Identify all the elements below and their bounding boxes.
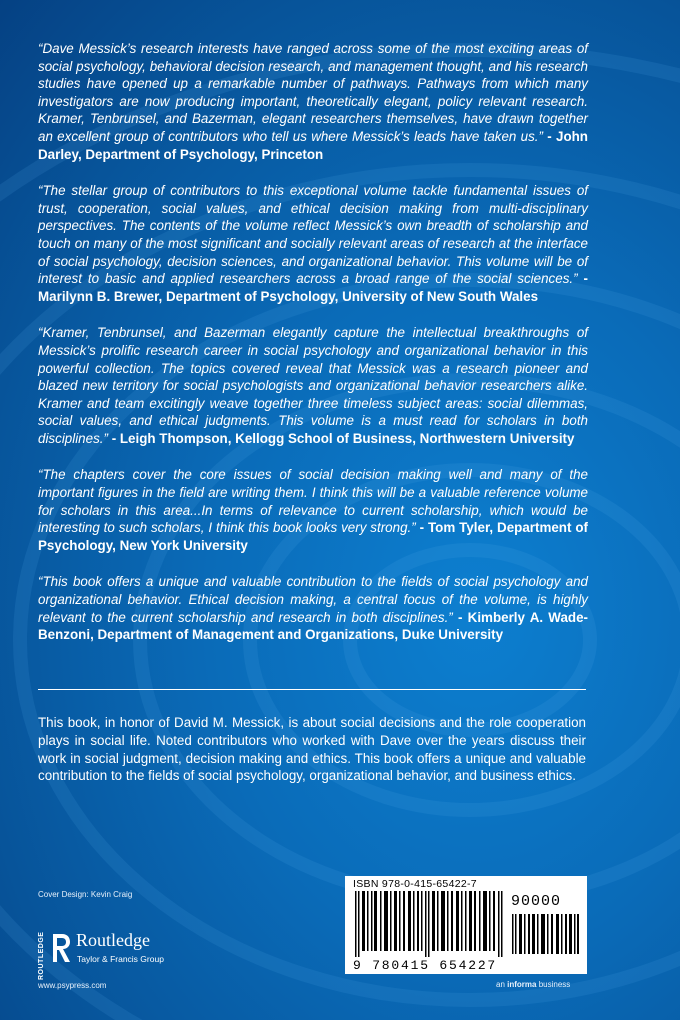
quote-brewer (38, 182, 588, 305)
quote-attribution: - John Darley, Department of Psychology, Princeton (38, 128, 588, 162)
informa-tagline (496, 980, 570, 989)
publisher-vertical-label: ROUTLEDGE (38, 931, 45, 980)
publisher-logo (38, 930, 218, 990)
informa-brand: informa (507, 980, 537, 989)
barcode-bars (353, 891, 505, 957)
publisher-url: www.psypress.com (38, 981, 107, 990)
informa-prefix: an (496, 980, 508, 989)
isbn-barcode (345, 876, 587, 974)
book-description: This book, in honor of David M. Messick, is about social decisions and the role cooperation plays in social life. Noted contributors who worked with Dave over the years discuss their work in social judgment, decision making and ethics. This book offers a unique and valuable contribution to the fields of social psychology, organizational behavior, and business ethics. (38, 715, 586, 784)
quote-attribution: - Leigh Thompson, Kellogg School of Business, Northwestern University (107, 430, 575, 446)
price-code: 90000 (511, 893, 562, 910)
price-barcode-bars (511, 914, 581, 954)
quote-attribution: - Kimberly A. Wade-Benzoni, Department of Management and Organizations, Duke University (38, 609, 588, 643)
isbn-number: ISBN 978-0-415-65422-7 (353, 878, 477, 890)
quote-tyler (38, 466, 588, 554)
divider-line (38, 689, 586, 690)
publisher-name: Routledge (76, 930, 150, 950)
quote-thompson (38, 324, 588, 447)
quote-text: “The chapters cover the core issues of social decision making well and many of the important figures in the field are writing them. I think this will be a valuable reference volume for scholars in this area...In terms of relevance to current scholarship, which would be interesting to such scholars, I think this book looks very strong.” (38, 467, 588, 536)
barcode-digits: 9 780415 654227 (353, 958, 498, 973)
cover-design-credit: Cover Design: Kevin Craig (38, 890, 133, 899)
quote-text: “Dave Messick’s research interests have ranged across some of the most exciting areas of social psychology, behavioral decision research, and management thought, and his research studies have opened up a remarkable number of pathways. Pathways from which many investigators are now producing important, theoretically elegant, policy relevant research. Kramer, Tenbrunsel, and Bazerman, elegant researchers themselves, have drawn together an excellent group of contributors who tell us where Messick’s leads have taken us.” (38, 41, 588, 144)
quote-text: “This book offers a unique and valuable contribution to the fields of social psychology and organizational behavior. Ethical decision making, a central focus of the volume, is highly relevant to the current scholarship and research in both disciplines.” (38, 574, 588, 625)
informa-suffix: business (536, 980, 571, 989)
quote-attribution: - Marilynn B. Brewer, Department of Psychology, University of New South Wales (38, 271, 588, 304)
quote-attribution: - Tom Tyler, Department of Psychology, New York University (38, 520, 588, 553)
routledge-r-icon (50, 932, 72, 964)
quote-darley (38, 40, 588, 163)
quote-wade-benzoni (38, 573, 588, 643)
publisher-group: Taylor & Francis Group (77, 954, 164, 964)
quote-text: “The stellar group of contributors to this exceptional volume tackle fundamental issues of trust, cooperation, social values, and ethical decision making from multi-disciplinary perspectives. The contents of the volume reflect Messick’s own breadth of scholarship and touch on many of the most significant and socially relevant areas of research at the interface of social psychology, decision sciences, and organizational behavior. This volume will be of interest to basic and applied researchers across a broad range of the social sciences.” (38, 183, 588, 287)
quote-text: “Kramer, Tenbrunsel, and Bazerman elegantly capture the intellectual breakthroughs of Messick’s prolific research career in social psychology and organizational behavior in this powerful collection. The topics covered reveal that Messick was a research pioneer and blazed new territory for social psychologists and organizational behavior researchers alike. Kramer and team excitingly weave together three timeless subject areas: social dilemmas, social values, and ethical judgments. This volume is a must read for scholars in both disciplines.” (38, 325, 588, 446)
endorsement-quotes (38, 40, 588, 663)
